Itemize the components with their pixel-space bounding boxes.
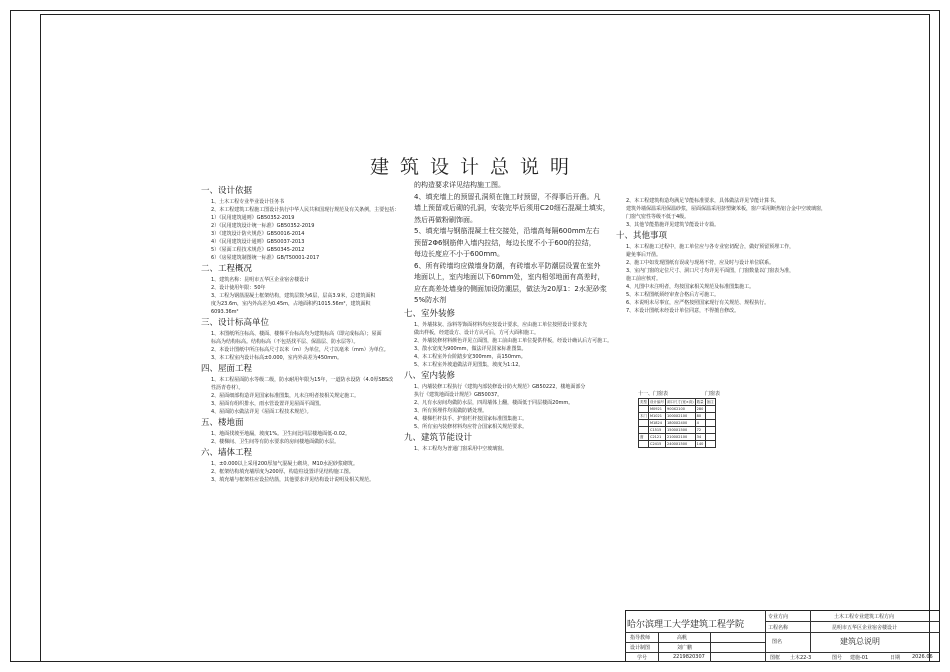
note-line: 3、其他节能措施详见建筑节能设计专篇。 — [626, 222, 720, 228]
table-cell: 1000X2100 — [666, 413, 696, 420]
note-line: 地面以上，室内地面以下60mm处，室内相邻地面有高差时， — [414, 273, 605, 281]
id-value: 2219820307 — [673, 654, 705, 660]
table-cell: C1515 — [649, 427, 666, 434]
table-cell — [705, 427, 715, 434]
table-cell — [705, 441, 715, 448]
notes-column-right — [618, 197, 833, 315]
project-value: 昆明市五华区企业宿舍楼设计 — [832, 625, 898, 631]
teacher-label: 指导教师 — [630, 635, 651, 641]
note-line: 应在高差处墙身的侧面加设防潮层，做法为20厚1：2水泥砂浆 — [414, 284, 607, 293]
table-cell — [705, 406, 715, 413]
table-row — [639, 406, 716, 413]
note-line: 2、凡有水房间均做防水层，四周墙体上翻，楼面低于同层楼面20mm。 — [414, 399, 574, 406]
table-row — [639, 427, 716, 434]
page-title: 建筑设计总说明 — [369, 156, 580, 178]
id-label: 学号 — [637, 655, 648, 661]
note-line: 5、所有室内装修材料均应符合国家相关规范要求。 — [414, 423, 528, 430]
note-line: 性沥青卷材）。 — [211, 385, 244, 391]
table-cell: 窗 — [639, 434, 649, 441]
table-header-cell: 设计编号 — [650, 399, 664, 404]
note-line: 3、所有预埋件均需做防锈处理。 — [414, 407, 488, 414]
drawing-value: 建筑总说明 — [840, 637, 880, 646]
table-header-row — [639, 399, 716, 406]
section-heading: 七、室外装修 — [404, 308, 456, 319]
note-line: 6）《房屋建筑制图统一标准》GB/T50001-2017 — [211, 255, 320, 261]
table-cell: C2415 — [649, 441, 666, 448]
table-cell: 2100X2100 — [666, 434, 696, 441]
drawing-label: 图名 — [772, 639, 783, 645]
table-row — [639, 434, 716, 441]
note-line: 2、本设计图纸中所注标高尺寸以米（m）为单位，尺寸以毫米（mm）为单位。 — [211, 347, 389, 353]
major-value: 土木工程专业建筑工程方向 — [834, 614, 895, 620]
table-cell — [639, 427, 649, 434]
note-line: 2、本工程建筑构造均满足节能标准要求，具体做法详见节能计算书。 — [626, 198, 780, 204]
note-line: 3、屋面有组织排水，雨水管设置详见屋面平面图。 — [211, 401, 325, 407]
section-heading: 四、屋面工程 — [201, 364, 253, 374]
table-cell — [705, 420, 715, 427]
table-row — [639, 441, 716, 448]
table-cell: 1800X2400 — [666, 420, 696, 427]
note-line: 标高为结构标高。结构标高（不包括找平层、保温层、防水层等）。 — [211, 339, 359, 345]
note-line: 2、本工程建筑工程施工图设计执行中华人民共和国现行规范及有关条例，主要包括： — [211, 207, 400, 213]
section-heading: 八、室内装修 — [404, 370, 456, 381]
designer-value: 刘广鹏 — [677, 645, 693, 651]
table-header-cell: 洞口尺寸(宽×高) — [667, 399, 694, 404]
note-line: 6093.36m² — [211, 309, 239, 315]
table-cell — [639, 420, 649, 427]
note-line: 1、内墙装修工程执行《建筑内部装修设计防火规范》GB50222，楼地面部分 — [414, 383, 586, 390]
doors-caption: 十一、门窗表 — [638, 391, 669, 397]
section-heading: 十、其他事项 — [616, 231, 668, 241]
note-line: 1、建筑名称：昆明市五华区企业宿舍楼设计 — [211, 277, 310, 283]
table-cell — [639, 406, 649, 413]
table-cell — [705, 413, 715, 420]
doors-label: 门窗表 — [705, 391, 721, 397]
note-line: 1、±0.000以上采用200厚加气混凝土砌块，M10水泥砂浆砌筑。 — [211, 461, 358, 467]
table-cell — [639, 441, 649, 448]
note-line: 执行《建筑地面设计规范》GB50037。 — [414, 391, 503, 398]
section-heading: 九、建筑节能设计 — [404, 432, 473, 443]
note-line: 施工前应核对。 — [626, 276, 662, 282]
sheet-label: 图号 — [832, 655, 843, 661]
note-line: 1）《民用建筑通则》GB50352-2019 — [211, 215, 295, 221]
note-line: 3、工程为钢筋混凝土框架结构，建筑层数为6层，层高3.9米，总建筑面积 — [211, 293, 376, 299]
note-line: 2）《民用建筑设计统一标准》GB50352-2019 — [211, 223, 315, 229]
date-value: 2026.06 — [912, 654, 933, 660]
note-line: 避免事后开凿。 — [626, 252, 662, 258]
note-line: 1、本工程均为普通门窗采用中空玻璃窗。 — [414, 445, 508, 452]
note-line: 4）《民用建筑设计通则》GB50037-2013 — [211, 239, 305, 245]
sheet-value: 建施-01 — [850, 655, 869, 661]
note-line: 2、楼梯间、卫生间等有防水要求的房间楼地面做防水层。 — [211, 439, 340, 445]
table-cell: 木门 — [640, 413, 647, 418]
table-row — [639, 420, 716, 427]
note-line: 3、填充墙与框架柱应设拉结筋，其他要求详见结构设计说明及相关规范。 — [211, 477, 375, 483]
project-label: 工程名称 — [768, 625, 789, 631]
note-line: 5、本工程室外坡道做法详见图集，坡度为1:12。 — [414, 361, 524, 368]
note-line: 5、本工程图纸须经审查合格后方可施工。 — [626, 292, 720, 298]
note-line: 2、屋面细部构造详见国家标准图集，凡未注明者按相关规定施工。 — [211, 393, 360, 399]
note-line: 4、本工程室外台阶踏步宽300mm，高150mm。 — [414, 353, 526, 360]
section-heading: 一、设计依据 — [201, 186, 253, 196]
note-line: 7、本设计图纸未经设计单位同意，不得擅自修改。 — [626, 308, 740, 314]
note-line: 2、框架结构填充墙厚度为200厚，构造柱设置详见结构施工图。 — [211, 469, 354, 475]
designer-label: 设计制图 — [630, 645, 651, 651]
note-line: 2、外墙装修材料颜色详见立面图，施工前由施工单位提供样板，经设计确认后方可施工。 — [414, 337, 613, 344]
section-heading: 二、工程概况 — [201, 264, 253, 274]
note-line: 做出样板，经建设方、设计方认可后，方可大面积施工。 — [414, 329, 540, 336]
note-line: 4、凡图中未注明者，均按国家相关规范及标准图集施工。 — [626, 284, 755, 290]
teacher-value: 高帆 — [677, 635, 688, 641]
table-cell: M0921 — [649, 406, 666, 413]
table-cell: 80 — [695, 413, 705, 420]
section-heading: 五、楼地面 — [201, 418, 244, 428]
table-header-cell: 类型 — [640, 399, 647, 404]
table-row — [639, 413, 716, 420]
table-cell: 34 — [695, 434, 705, 441]
note-line: 每边长度应不小于600mm。 — [414, 250, 504, 258]
section-heading: 六、墙体工程 — [201, 448, 253, 458]
table-cell — [705, 434, 715, 441]
note-line: 1、土木工程专业毕业设计任务书 — [211, 199, 285, 205]
note-line: 4、屋面防水做法详见《屋面工程技术规范》。 — [211, 409, 312, 415]
door-window-table — [638, 398, 716, 448]
note-line: 门窗气密性等级不低于4级。 — [626, 214, 690, 220]
note-line: 1、本工程屋面防水等级二级，防水耐用年限为15年，一道防水设防（4.0厚SBS改 — [211, 377, 394, 383]
note-line: 度为23.6m，室内外高差为0.45m，占地面积约1015.56m²，建筑面积 — [211, 301, 371, 307]
note-line: 5、填充墙与钢筋混凝土柱交接处，沿墙高每隔600mm左右 — [414, 227, 600, 235]
table-header-cell: 数量 — [696, 399, 704, 404]
note-line: 6、本说明未尽事宜，应严格按照国家现行有关规范、规程执行。 — [626, 300, 770, 306]
note-line: 5）《屋面工程技术规范》GB50345-2012 — [211, 247, 305, 253]
note-line: 3）《建筑设计防火规范》GB50016-2014 — [211, 231, 305, 237]
notes-column-middle — [406, 180, 611, 453]
note-line: 2、设计使用年限：50年 — [211, 285, 266, 291]
note-line: 墙上预留或后砌的孔洞，安装完毕后须用C20细石混凝土填实， — [414, 204, 610, 212]
scale-value: 土木22-3 — [790, 655, 812, 661]
note-line: 建筑外墙保温采用保温砂浆，屋面保温采用挤塑聚苯板，窗户采用断热铝合金中空玻璃窗， — [626, 206, 827, 212]
note-line: 1、本图纸所注标高、楼面、楼梯平台标高均为建筑标高（即完成标高）；屋面 — [211, 331, 382, 337]
note-line: 3、室内门窗的定位尺寸、洞口尺寸均详见平面图，门窗数量以门窗表为准， — [626, 268, 795, 274]
school-name: 哈尔滨理工大学建筑工程学院 — [627, 620, 745, 630]
table-cell: C2121 — [649, 434, 666, 441]
table-cell: 140 — [696, 442, 704, 446]
table-cell: 280 — [696, 407, 704, 411]
table-cell: 2400X1500 — [666, 441, 696, 448]
notes-column-left — [203, 184, 403, 484]
section-heading: 三、设计标高单位 — [201, 318, 270, 328]
note-line: 1、本工程施工过程中，施工单位应与各专业密切配合，做好预留预埋工作， — [626, 244, 795, 250]
scale-label: 图框 — [770, 655, 781, 661]
table-cell: 72 — [695, 427, 705, 434]
note-line: 5%防水剂 — [414, 296, 447, 304]
table-header-cell: 备注 — [706, 399, 714, 404]
note-line: 预留2Φ6钢筋伸入墙内拉结，每边长度不小于600的拉结， — [414, 238, 596, 247]
table-cell: M1021 — [649, 413, 666, 420]
note-line: 1、地面找坡至地漏，坡度1%。卫生间比同层楼地面低-0.02。 — [211, 431, 351, 437]
date-label: 日期 — [890, 655, 901, 661]
note-line: 3、散水宽度为900mm，做法详见国家标准图集。 — [414, 345, 527, 352]
note-line: 1、外墙抹灰、涂料等饰面材料均应按设计要求，应由施工单位按照设计要求先 — [414, 321, 588, 328]
note-line: 6、所有砖墙均应做墙身防潮，有砖墙水平防潮层设置在室外 — [414, 261, 601, 270]
note-line: 2、施工中如发现图纸有误或与现场不符，应及时与设计单位联系。 — [626, 260, 775, 266]
note-line: 3、本工程室内设计标高±0.000，室内外高差为450mm。 — [211, 355, 342, 361]
table-cell: 4 — [695, 420, 705, 427]
note-line: 然后再做粉刷饰面。 — [414, 215, 477, 224]
note-line: 的构造要求详见结构施工图。 — [414, 181, 505, 189]
table-cell: M1824 — [649, 420, 666, 427]
major-label: 专业方向 — [768, 614, 789, 620]
note-line: 4、楼梯栏杆扶手、护窗栏杆按国家标准图集施工。 — [414, 415, 528, 422]
table-cell: 1500X1500 — [666, 427, 696, 434]
note-line: 4、填充墙上的预留孔洞须在施工时预留，不得事后开凿。凡 — [414, 192, 601, 201]
table-cell: 900X2100 — [666, 406, 696, 413]
